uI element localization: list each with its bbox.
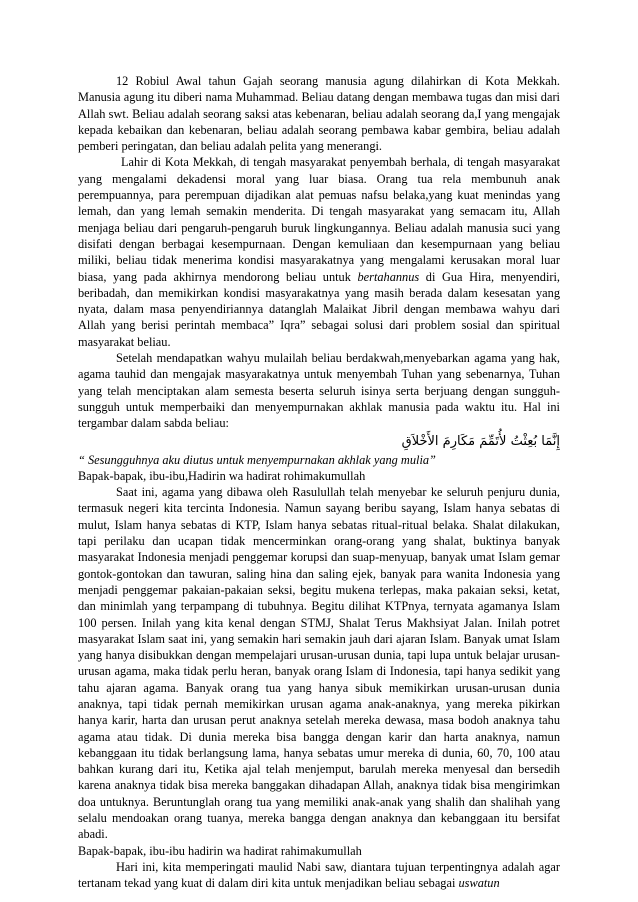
hadith-translation: “ Sesungguhnya aku diutus untuk menyempurnakan akhlak yang mulia” — [78, 452, 436, 467]
greeting-2: Bapak-bapak, ibu-ibu hadirin wa hadirat rahimakumullah — [78, 843, 362, 858]
paragraph-maulid-emphasis: uswatun — [458, 876, 500, 891]
document-page — [78, 73, 560, 892]
paragraph-mecca-text-2: di Gua Hira, menyendiri, beribadah, dan memikirkan kondisi masyarakatnya yang masih berada dalam kesesatan yang nyata, dalam masa penyendiriannya datanglah Malaikat Jibril dengan membawa wahyu dari Allah yang berisi perintah membaca” Iqra” sebagai solusi dari problem sosial dan spiritual masyarakat beliau. — [78, 269, 560, 349]
paragraph-maulid-text: Hari ini, kita memperingati maulid Nabi saw, diantara tujuan terpentingnya adalah agar tertanam tekad yang kuat di dalam diri kita untuk menjadikan beliau sebagai — [78, 859, 560, 891]
paragraph-birth: 12 Robiul Awal tahun Gajah seorang manusia agung dilahirkan di Kota Mekkah. Manusia agung itu diberi nama Muhammad. Beliau datang dengan membawa tugas dan misi dari Allah swt. Beliau adalah seorang saksi atas kebenaran, beliau adalah seorang da,I yang mengajak kepada kebaikan dan kebenaran, beliau adalah seorang pembawa kabar gembira, beliau adalah pemberi peringatan, dan beliau adalah pelita yang menerangi. — [78, 74, 560, 154]
arabic-hadith: إِنَّمَا بُعِثْتُ لأُتَمِّمَ مَكَارِمَ الأَخْلاَقِ — [401, 433, 560, 449]
paragraph-mecca-emphasis: bertahannus — [357, 269, 420, 284]
paragraph-today: Saat ini, agama yang dibawa oleh Rasulullah telah menyebar ke seluruh penjuru dunia, termasuk negeri kita tercinta Indonesia. Namun sayang beribu sayang, Islam hanya sebatas di mulut, Islam hanya sebatas di KTP, Islam hanya sebatas ritual-ritual belaka. Shalat dilakukan, tapi perilaku dan ucapan tidak mencerminkan orang-orang yang shalat, buktinya banyak masyarakat Indonesia menjadi penggemar korupsi dan suap-menyuap, banyak umat Islam gemar gontok-gontokan dan tawuran, saling hina dan saling ejek, banyak para wanita Indonesia yang menjadi penggemar pakaian-pakaian seksi, begitu mukena terlepas, maka pakaian seksi, ketat, dan minimlah yang terpampang di tubuhnya. Begitu dilihat KTPnya, ternyata agamanya Islam 100 persen. Inilah yang kita kenal dengan STMJ, Shalat Terus Makhsiyat Jalan. Inilah potret masyarakat Islam saat ini, yang semakin hari semakin jauh dari ajaran Islam. Banyak umat Islam yang hanya disibukkan dengan mempelajari urusan-urusan dunia, tapi lupa untuk belajar urusan-urusan agama, maka tidak perlu heran, banyak orang Islam di Indonesia, tapi hanya sedikit yang tahu ajaran agama. Banyak orang tua yang hanya sibuk memikirkan urusan-urusan dunia anaknya, tapi tidak pernah memikirkan urusan agama anak-anaknya, yang mereka pikirkan hanya karir, harta dan urusan perut anaknya setelah mereka dewasa, masa bodoh anaknya tahu agama atau tidak. Di dunia mereka bisa bangga dengan karir dan harta anaknya, namun kebanggaan itu tidak berlangsung lama, hanya sebatas umur mereka di dunia, 60, 70, 100 atau bahkan kurang dari itu, Ketika ajal telah menjemput, barulah mereka menyesal dan bersedih karena anaknya tidak bisa mereka banggakan dihadapan Allah, anaknya tidak bisa mengirimkan doa untuknya. Beruntunglah orang tua yang memiliki anak-anak yang shalih dan shalihah yang selalu mendoakan orang tuanya, mereka bangga dengan anaknya dan kebanggaan itu bersifat abadi. — [78, 485, 560, 842]
paragraph-maulid — [78, 859, 560, 892]
paragraph-mecca — [78, 154, 560, 350]
paragraph-mecca-text-1: Lahir di Kota Mekkah, di tengah masyarakat penyembah berhala, di tengah masyarakat yang mengalami dekadensi moral yang luar biasa. Orang tua rela membunuh anak perempuannya, para perempuan dijadikan alat pemuas nafsu belaka,yang kuat menindas yang lemah, dan yang lemah semakin menderita. Di tengah masyarakat yang semacam itu, Allah menjaga beliau dari pengaruh-pengaruh buruk lingkungannya. Beliau adalah manusia suci yang disifati dengan berbagai kesempurnaan. Dengan kemuliaan dan kesempurnaan yang beliau miliki, beliau tidak menerima kondisi masyarakatnya yang mengalami kerusakan moral luar biasa, yang pada akhirnya mendorong beliau untuk — [78, 155, 560, 284]
greeting-1: Bapak-bapak, ibu-ibu,Hadirin wa hadirat rohimakumullah — [78, 468, 366, 483]
paragraph-dakwah: Setelah mendapatkan wahyu mulailah beliau berdakwah,menyebarkan agama yang hak, agama tauhid dan mengajak masyarakatnya untuk menyembah Tuhan yang sebenarnya, Tuhan yang telah menciptakan alam semesta beserta seluruh isinya serta berjuang dengan sungguh-sungguh untuk memperbaiki dan menyempurnakan akhlak manusia pada waktu itu. Hal ini tergambar dalam sabda beliau: — [78, 351, 560, 431]
